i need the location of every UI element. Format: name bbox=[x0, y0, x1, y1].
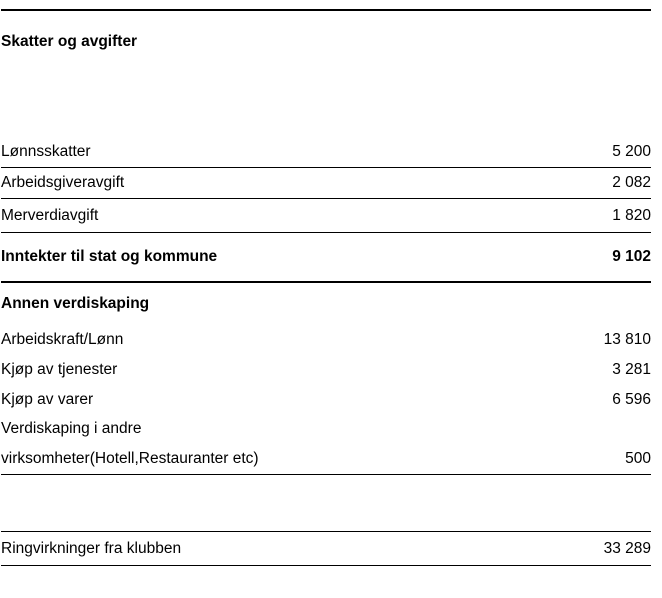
table-row-grand-total bbox=[1, 532, 651, 566]
table-row bbox=[1, 385, 651, 415]
row-label: Arbeidskraft/Lønn bbox=[1, 331, 124, 349]
table-row bbox=[1, 199, 651, 233]
row-label: Kjøp av varer bbox=[1, 391, 94, 409]
row-value: 13 810 bbox=[603, 331, 651, 349]
table-row-spacer-1 bbox=[1, 73, 651, 137]
row-label: Kjøp av tjenester bbox=[1, 361, 118, 379]
row-label: Lønnsskatter bbox=[1, 137, 521, 168]
section-heading: Annen verdiskaping bbox=[1, 295, 150, 313]
table-title: Skatter og avgifter bbox=[1, 10, 521, 73]
row-value: 2 082 bbox=[521, 168, 651, 199]
row-value: 1 820 bbox=[521, 199, 651, 233]
table-row-title bbox=[1, 10, 651, 73]
table-row-spacer-2 bbox=[1, 475, 651, 532]
spacer-value bbox=[521, 475, 651, 532]
row-label-line1: Verdiskaping i andre bbox=[1, 420, 142, 438]
row-value: 5 200 bbox=[521, 137, 651, 168]
table-row bbox=[1, 137, 651, 168]
table-row bbox=[1, 325, 651, 355]
table-row bbox=[1, 355, 651, 385]
financial-table bbox=[1, 9, 651, 566]
row-label: Merverdiavgift bbox=[1, 199, 521, 233]
row-label-line2: virksomheter(Hotell,Restauranter etc) bbox=[1, 443, 521, 475]
row-value: 500 bbox=[521, 443, 651, 475]
table-row bbox=[1, 168, 651, 199]
table-title-value bbox=[521, 10, 651, 73]
row-value: 6 596 bbox=[612, 391, 651, 409]
section-heading-value bbox=[521, 282, 651, 325]
row-label: Arbeidsgiveravgift bbox=[1, 168, 521, 199]
total-label: Inntekter til stat og kommune bbox=[1, 233, 521, 283]
spacer-value bbox=[521, 73, 651, 137]
total-value: 9 102 bbox=[521, 233, 651, 283]
spacer-label bbox=[1, 73, 521, 137]
spacer-label bbox=[1, 475, 521, 532]
grand-total-value: 33 289 bbox=[521, 532, 651, 566]
row-value: 3 281 bbox=[612, 361, 651, 379]
table-row-section-heading bbox=[1, 282, 651, 325]
table-row-total bbox=[1, 233, 651, 283]
table-row-wrap-line1 bbox=[1, 415, 651, 443]
row-value-empty bbox=[521, 415, 651, 443]
grand-total-label: Ringvirkninger fra klubben bbox=[1, 532, 521, 566]
table-row-wrap-line2 bbox=[1, 443, 651, 475]
